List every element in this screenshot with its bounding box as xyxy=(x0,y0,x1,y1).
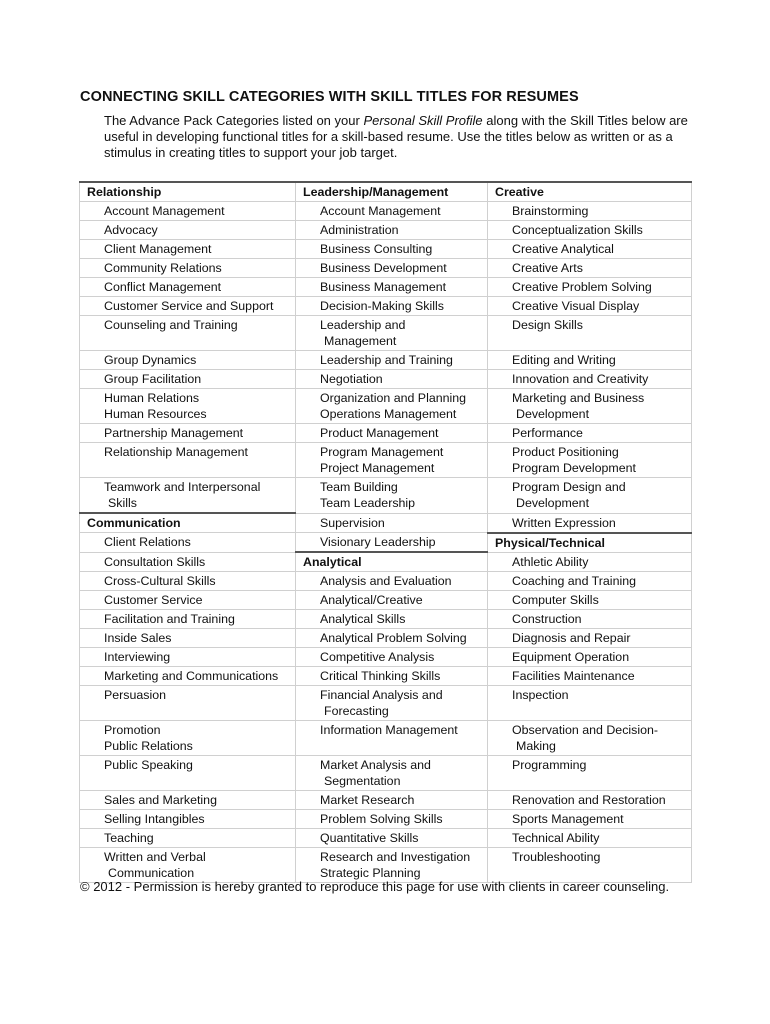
skill-title: Construction xyxy=(512,612,582,626)
skill-title-cell xyxy=(488,221,692,240)
skill-title-cell xyxy=(80,259,296,278)
skill-title: Program Development xyxy=(512,461,636,475)
skill-title: Business Consulting xyxy=(320,242,433,256)
skill-title: Computer Skills xyxy=(512,593,599,607)
skill-title-cell xyxy=(488,721,692,756)
skill-title: Skills xyxy=(108,496,137,510)
skill-title-cell xyxy=(80,791,296,810)
skill-title: Public Relations xyxy=(104,739,193,753)
skill-title: Analytical/Creative xyxy=(320,593,423,607)
skill-title-cell xyxy=(80,533,296,553)
table-row xyxy=(80,443,692,478)
skill-title: Counseling and Training xyxy=(104,318,238,332)
skill-title-cell xyxy=(296,478,488,514)
skill-title: Written Expression xyxy=(512,515,616,530)
skill-title: Leadership and Training xyxy=(320,353,453,367)
skill-title-cell xyxy=(80,829,296,848)
skill-title-cell xyxy=(296,686,488,721)
skill-title: Design Skills xyxy=(512,318,583,332)
skill-title: Coaching and Training xyxy=(512,574,636,588)
skill-title-cell xyxy=(296,791,488,810)
skill-title: Brainstorming xyxy=(512,204,589,218)
skill-title: Editing and Writing xyxy=(512,353,616,367)
skill-title-cell xyxy=(488,629,692,648)
skill-title: Team Building xyxy=(320,480,398,494)
skill-title-cell xyxy=(296,389,488,424)
skill-title: Competitive Analysis xyxy=(320,650,435,664)
skill-title-cell xyxy=(296,572,488,591)
table-row xyxy=(80,648,692,667)
skill-title: Consultation Skills xyxy=(104,554,206,569)
table-row xyxy=(80,848,692,883)
skill-title-cell xyxy=(80,848,296,883)
skill-title: Supervision xyxy=(320,515,385,530)
skill-title-cell xyxy=(488,316,692,351)
skill-title: Operations Management xyxy=(320,407,457,421)
skill-title: Creative Analytical xyxy=(512,242,614,256)
skill-title-cell xyxy=(488,351,692,370)
skill-title: Communication xyxy=(108,866,195,880)
skill-title-cell xyxy=(488,552,692,572)
skill-title: Conceptualization Skills xyxy=(512,223,643,237)
skill-title: Client Relations xyxy=(104,535,191,549)
skill-title: Teamwork and Interpersonal xyxy=(104,480,261,494)
skill-title: Conflict Management xyxy=(104,280,222,294)
skill-title-cell xyxy=(80,202,296,221)
skill-title-cell xyxy=(488,443,692,478)
category-heading: Relationship xyxy=(80,182,296,202)
skill-title-cell xyxy=(296,259,488,278)
intro-paragraph xyxy=(104,113,704,161)
skill-title: Inspection xyxy=(512,688,569,702)
skill-title: Organization and Planning xyxy=(320,391,467,405)
skill-title: Account Management xyxy=(320,204,441,218)
skill-title-cell xyxy=(80,351,296,370)
copyright-notice: © 2012 - Permission is hereby granted to reproduce this page for use with clients in career counseling. xyxy=(80,879,670,894)
skill-title-cell xyxy=(80,756,296,791)
skill-title: Community Relations xyxy=(104,261,222,275)
skill-title: Problem Solving Skills xyxy=(320,812,443,826)
skill-title-cell xyxy=(80,221,296,240)
table-row xyxy=(80,278,692,297)
skill-title-cell xyxy=(488,513,692,533)
skill-title: Critical Thinking Skills xyxy=(320,669,441,683)
table-row xyxy=(80,791,692,810)
skill-title-cell xyxy=(80,424,296,443)
skill-title: Management xyxy=(324,334,397,348)
skill-title-cell xyxy=(488,686,692,721)
intro-text-after: along with the Skill Titles below are useful in developing functional titles for a skill-based resume. Use the titles below as written or as a stimulus in creating titles to support your job target. xyxy=(104,113,688,160)
skill-title: Selling Intangibles xyxy=(104,812,205,826)
table-row xyxy=(80,667,692,686)
skill-title: Troubleshooting xyxy=(512,850,601,864)
skill-title: Product Positioning xyxy=(512,445,619,459)
table-row xyxy=(80,721,692,756)
skill-title-cell xyxy=(488,240,692,259)
skill-title: Cross-Cultural Skills xyxy=(104,574,216,588)
skills-table-body xyxy=(80,182,692,883)
skill-title-cell xyxy=(488,756,692,791)
skill-title-cell xyxy=(488,478,692,514)
skill-title: Observation and Decision- xyxy=(512,723,659,737)
skill-title-cell xyxy=(80,297,296,316)
skill-title: Public Speaking xyxy=(104,758,193,772)
skill-title-cell xyxy=(80,572,296,591)
skill-title-cell xyxy=(80,667,296,686)
skill-title-cell xyxy=(296,424,488,443)
skill-title-cell xyxy=(488,424,692,443)
category-heading: Physical/Technical xyxy=(488,533,692,553)
skill-title-cell xyxy=(488,667,692,686)
skill-title: Strategic Planning xyxy=(320,866,421,880)
table-row xyxy=(80,810,692,829)
skill-title-cell xyxy=(488,829,692,848)
skill-title: Interviewing xyxy=(104,650,171,664)
skill-title-cell xyxy=(80,443,296,478)
skill-title-cell xyxy=(80,389,296,424)
skill-title: Business Development xyxy=(320,261,447,275)
skill-title: Program Management xyxy=(320,445,444,459)
skill-title-cell xyxy=(80,278,296,297)
table-row xyxy=(80,756,692,791)
skill-title: Renovation and Restoration xyxy=(512,793,666,807)
skill-title: Program Design and xyxy=(512,480,626,494)
skill-title: Analysis and Evaluation xyxy=(320,574,452,588)
skill-title: Account Management xyxy=(104,204,225,218)
skill-title-cell xyxy=(296,221,488,240)
table-row xyxy=(80,424,692,443)
skill-title-cell xyxy=(296,848,488,883)
skill-title: Quantitative Skills xyxy=(320,831,419,845)
skill-title-cell xyxy=(296,351,488,370)
table-row xyxy=(80,259,692,278)
table-row xyxy=(80,389,692,424)
skill-title: Facilitation and Training xyxy=(104,612,235,626)
skill-title: Diagnosis and Repair xyxy=(512,631,631,645)
category-heading: Leadership/Management xyxy=(296,182,488,202)
skill-title: Programming xyxy=(512,758,587,772)
skill-title: Performance xyxy=(512,426,583,440)
table-row xyxy=(80,572,692,591)
table-row xyxy=(80,351,692,370)
intro-profile-name: Personal Skill Profile xyxy=(363,113,483,128)
skill-title: Decision-Making Skills xyxy=(320,299,444,313)
table-row xyxy=(80,316,692,351)
skill-title: Teaching xyxy=(104,831,154,845)
skill-title: Market Analysis and xyxy=(320,758,431,772)
table-row xyxy=(80,240,692,259)
skill-title-cell xyxy=(296,316,488,351)
skill-title-cell xyxy=(488,610,692,629)
table-row xyxy=(80,686,692,721)
skill-title: Customer Service xyxy=(104,593,203,607)
skill-title: Project Management xyxy=(320,461,435,475)
table-row xyxy=(80,513,692,533)
skill-title: Financial Analysis and xyxy=(320,688,443,702)
skill-title: Research and Investigation xyxy=(320,850,471,864)
skill-title: Advocacy xyxy=(104,223,158,237)
skill-title-cell xyxy=(296,513,488,533)
table-row xyxy=(80,629,692,648)
skill-title: Analytical Problem Solving xyxy=(320,631,467,645)
skill-title-cell xyxy=(488,810,692,829)
skill-title: Facilities Maintenance xyxy=(512,669,635,683)
skill-title: Creative Visual Display xyxy=(512,299,640,313)
skill-title-cell xyxy=(488,389,692,424)
skill-title: Group Dynamics xyxy=(104,353,197,367)
table-row xyxy=(80,478,692,514)
skill-title: Customer Service and Support xyxy=(104,299,274,313)
skill-title-cell xyxy=(80,686,296,721)
skill-title-cell xyxy=(80,629,296,648)
table-row xyxy=(80,370,692,389)
skill-title-cell xyxy=(80,610,296,629)
skill-title-cell xyxy=(296,648,488,667)
skill-title: Segmentation xyxy=(324,774,401,788)
skill-title: Marketing and Business xyxy=(512,391,645,405)
skill-title-cell xyxy=(296,443,488,478)
skill-title: Human Relations xyxy=(104,391,200,405)
skill-title: Creative Problem Solving xyxy=(512,280,652,294)
table-row xyxy=(80,552,692,572)
skill-title: Inside Sales xyxy=(104,631,172,645)
skill-title-cell xyxy=(488,259,692,278)
skills-table xyxy=(79,181,692,883)
skill-title-cell xyxy=(296,591,488,610)
table-row xyxy=(80,533,692,553)
skill-title-cell xyxy=(296,721,488,756)
skill-title: Innovation and Creativity xyxy=(512,372,649,386)
skill-title: Development xyxy=(516,496,590,510)
skill-title-cell xyxy=(80,552,296,572)
skill-title: Sales and Marketing xyxy=(104,793,217,807)
skill-title: Making xyxy=(516,739,556,753)
table-row xyxy=(80,829,692,848)
skill-title: Client Management xyxy=(104,242,212,256)
table-row xyxy=(80,297,692,316)
skill-title: Visionary Leadership xyxy=(320,535,436,549)
skill-title: Market Research xyxy=(320,793,415,807)
skill-title-cell xyxy=(296,756,488,791)
skill-title-cell xyxy=(80,591,296,610)
table-row xyxy=(80,221,692,240)
skill-title: Creative Arts xyxy=(512,261,583,275)
skill-title: Persuasion xyxy=(104,688,166,702)
category-heading: Communication xyxy=(80,513,296,533)
skill-title-cell xyxy=(80,721,296,756)
page-title: CONNECTING SKILL CATEGORIES WITH SKILL TITLES FOR RESUMES xyxy=(80,89,579,105)
skill-title: Written and Verbal xyxy=(104,850,206,864)
skill-title: Administration xyxy=(320,223,399,237)
skill-title-cell xyxy=(296,278,488,297)
table-row xyxy=(80,610,692,629)
skill-title: Development xyxy=(516,407,590,421)
skill-title-cell xyxy=(488,297,692,316)
skill-title-cell xyxy=(488,648,692,667)
skill-title-cell xyxy=(296,370,488,389)
skill-title: Information Management xyxy=(320,723,458,737)
skill-title: Promotion xyxy=(104,723,161,737)
skill-title-cell xyxy=(80,810,296,829)
skill-title-cell xyxy=(296,610,488,629)
skill-title-cell xyxy=(80,370,296,389)
skill-title-cell xyxy=(296,202,488,221)
skill-title-cell xyxy=(296,667,488,686)
intro-text-before: The Advance Pack Categories listed on your xyxy=(104,113,364,128)
skill-title: Leadership and xyxy=(320,318,406,332)
skill-title: Product Management xyxy=(320,426,439,440)
skill-title: Business Management xyxy=(320,280,447,294)
table-row xyxy=(80,591,692,610)
skill-title: Group Facilitation xyxy=(104,372,202,386)
skill-title-cell xyxy=(80,316,296,351)
skill-title-cell xyxy=(80,478,296,514)
skill-title-cell xyxy=(488,848,692,883)
skill-title-cell xyxy=(296,297,488,316)
category-heading: Analytical xyxy=(296,552,488,572)
skill-title: Equipment Operation xyxy=(512,650,630,664)
skill-title-cell xyxy=(80,240,296,259)
category-heading: Creative xyxy=(488,182,692,202)
skill-title: Marketing and Communications xyxy=(104,669,279,683)
skill-title-cell xyxy=(296,810,488,829)
table-row xyxy=(80,182,692,202)
skill-title-cell xyxy=(488,278,692,297)
skill-title-cell xyxy=(296,629,488,648)
skill-title-cell xyxy=(488,791,692,810)
skill-title-cell xyxy=(488,202,692,221)
skill-title: Team Leadership xyxy=(320,496,416,510)
skill-title-cell xyxy=(488,572,692,591)
skill-title: Human Resources xyxy=(104,407,207,421)
skill-title-cell xyxy=(296,240,488,259)
skill-title: Forecasting xyxy=(324,704,389,718)
skill-title-cell xyxy=(488,591,692,610)
skill-title-cell xyxy=(296,829,488,848)
skill-title: Sports Management xyxy=(512,812,624,826)
skill-title: Partnership Management xyxy=(104,426,244,440)
skill-title: Technical Ability xyxy=(512,831,600,845)
skill-title: Athletic Ability xyxy=(512,554,589,569)
skill-title: Negotiation xyxy=(320,372,383,386)
table-row xyxy=(80,202,692,221)
skill-title: Relationship Management xyxy=(104,445,248,459)
skill-title-cell xyxy=(80,648,296,667)
skill-title-cell xyxy=(488,370,692,389)
skill-title-cell xyxy=(296,533,488,553)
skill-title: Analytical Skills xyxy=(320,612,406,626)
